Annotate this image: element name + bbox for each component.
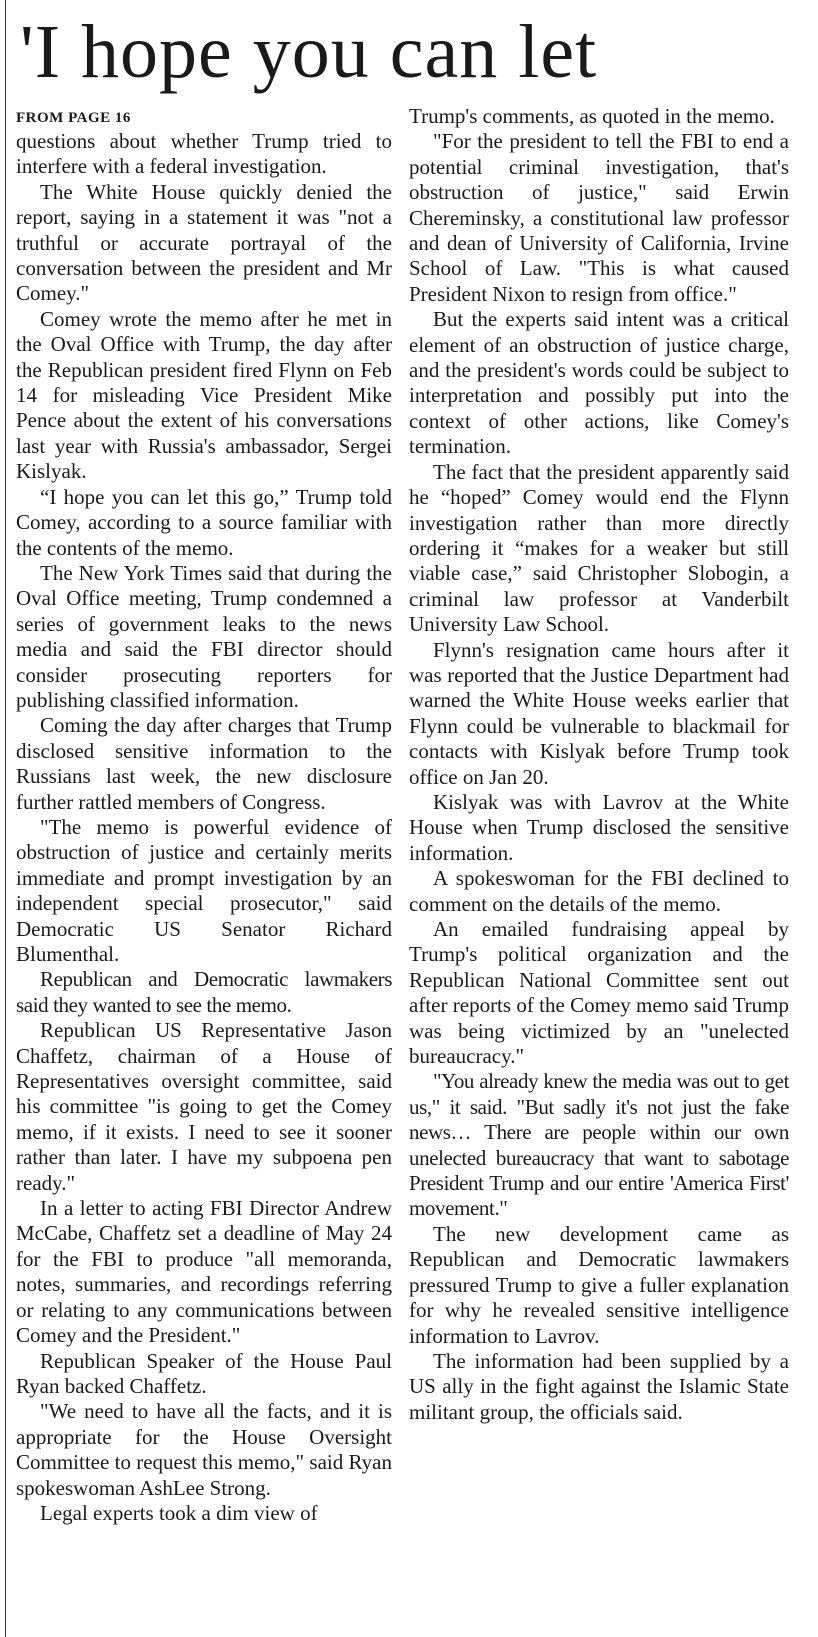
column-rule — [5, 0, 6, 1637]
continuation-label: FROM PAGE 16 — [16, 110, 131, 126]
article-paragraph: Republican Speaker of the House Paul Ryan backed Chaffetz. — [16, 1348, 392, 1398]
article-paragraph: The new development came as Republican and Democratic lawmakers pressured Trump to give a fuller explanation for why he revealed sensitive intelligence information to Lavrov. — [409, 1221, 789, 1348]
article-paragraph: Republican US Representative Jason Chaffetz, chairman of a House of Representatives oversight committee, said his committee "is going to get the Comey memo, if it exists. I need to see it sooner rather than later. I have my subpoena pen ready." — [16, 1018, 392, 1195]
article-paragraph: The information had been supplied by a US ally in the fight against the Islamic State militant group, the officials said. — [409, 1348, 789, 1424]
article-paragraph: An emailed fundraising appeal by Trump's political organization and the Republican National Committee sent out after reports of the Comey memo said Trump was being victimized by an "unelected bureaucracy." — [409, 917, 789, 1069]
article-paragraph: In a letter to acting FBI Director Andrew McCabe, Chaffetz set a deadline of May 24 for the FBI to produce "all memoranda, notes, summaries, and recordings referring or relating to any communications between Comey and the President." — [16, 1196, 392, 1348]
article-paragraph: "We need to have all the facts, and it is appropriate for the House Oversight Committee to request this memo," said Ryan spokeswoman AshLee Strong. — [16, 1399, 392, 1500]
article-paragraph: questions about whether Trump tried to interfere with a federal investigation. — [16, 129, 392, 179]
article-paragraph: "You already knew the media was out to get us," it said. "But sadly it's not just the fake news… There are people within our own unelected bureaucracy that want to sabotage President Trump and our entire 'America First' movement." — [409, 1069, 789, 1221]
article-paragraph: Republican and Democratic lawmakers said they wanted to see the memo. — [16, 967, 392, 1017]
article-paragraph: But the experts said intent was a critical element of an obstruction of justice charge, and the president's words could be subject to interpretation and possibly put into the context of other actions, like Comey's termination. — [409, 307, 789, 459]
article-paragraph: The fact that the president apparently said he “hoped” Comey would end the Flynn investigation rather than more directly ordering it “makes for a weaker but still viable case,” said Christopher Slobogin, a criminal law professor at Vanderbilt University Law School. — [409, 459, 789, 637]
article-column-left — [16, 108, 392, 1526]
headline: 'I hope you can let — [20, 10, 598, 94]
article-paragraph: A spokeswoman for the FBI declined to comment on the details of the memo. — [409, 866, 789, 916]
article-paragraph: "For the president to tell the FBI to end a potential criminal investigation, that's obstruction of justice," said Erwin Chereminsky, a constitutional law professor and dean of University of California, Irvine School of Law. "This is what caused President Nixon to resign from office." — [409, 129, 789, 306]
article-paragraph: “I hope you can let this go,” Trump told Comey, according to a source familiar with the contents of the memo. — [16, 484, 392, 560]
article-paragraph: "The memo is powerful evidence of obstruction of justice and certainly merits immediate and prompt investigation by an independent special prosecutor," said Democratic US Senator Richard Blumenthal. — [16, 814, 392, 966]
article-paragraph: Flynn's resignation came hours after it was reported that the Justice Department had warned the White House weeks earlier that Flynn could be vulnerable to blackmail for contacts with Kislyak before Trump took office on Jan 20. — [409, 637, 789, 789]
article-paragraph: The White House quickly denied the report, saying in a statement it was "not a truthful or accurate portrayal of the conversation between the president and Mr Comey." — [16, 179, 392, 306]
article-paragraph: Legal experts took a dim view of — [40, 1500, 318, 1525]
article-column-right — [409, 104, 789, 1425]
article-paragraph: Comey wrote the memo after he met in the Oval Office with Trump, the day after the Republican president fired Flynn on Feb 14 for misleading Vice President Mike Pence about the extent of his conversations last year with Russia's ambassador, Sergei Kislyak. — [16, 306, 392, 484]
article-paragraph: The New York Times said that during the Oval Office meeting, Trump condemned a series of government leaks to the news media and said the FBI director should consider prosecuting reporters for publishing classified information. — [16, 560, 392, 712]
article-paragraph: Kislyak was with Lavrov at the White House when Trump disclosed the sensitive information. — [409, 789, 789, 865]
article-paragraph: Trump's comments, as quoted in the memo. — [409, 104, 775, 128]
article-paragraph: Coming the day after charges that Trump disclosed sensitive information to the Russians last week, the new disclosure further rattled members of Congress. — [16, 713, 392, 814]
